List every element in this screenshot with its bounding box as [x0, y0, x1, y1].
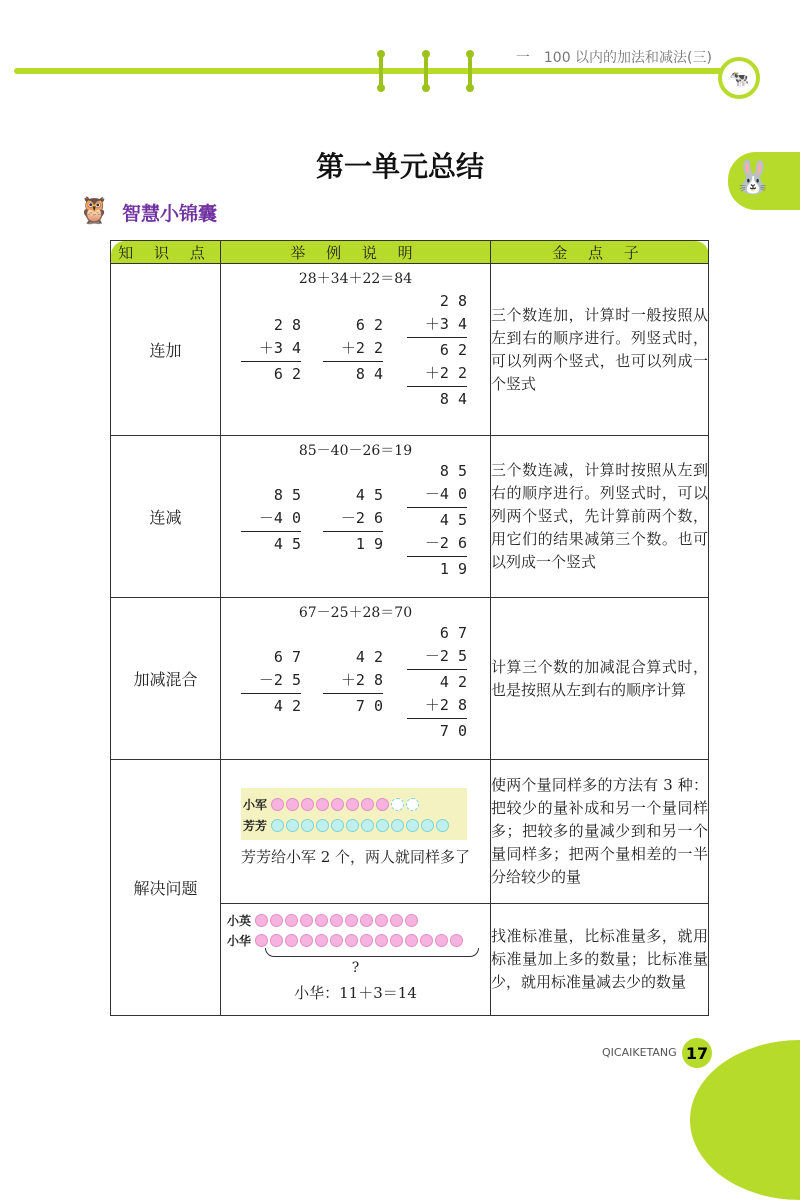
vertical-calc-b: 4 5 －2 6 1 9: [323, 484, 383, 556]
bead-row-2: 芳芳: [243, 817, 451, 834]
brace: [265, 948, 479, 957]
bead: [345, 914, 358, 927]
bead: [330, 934, 343, 947]
bead: [435, 934, 448, 947]
bead: [390, 934, 403, 947]
bead: [376, 798, 389, 811]
bead: [270, 914, 283, 927]
bead: [255, 934, 268, 947]
vertical-calc-c: 6 7 －2 5 4 2 ＋2 8 7 0: [407, 622, 467, 743]
bead: [391, 819, 404, 832]
section-title: 智慧小锦囊: [122, 203, 218, 225]
bead: [301, 819, 314, 832]
example-cell: [221, 904, 491, 1016]
question-mark: ?: [351, 960, 360, 976]
bead: [361, 819, 374, 832]
vertical-calc-b: 4 2 ＋2 8 7 0: [323, 646, 383, 718]
table-row: [111, 436, 709, 598]
bead: [301, 798, 314, 811]
bead: [270, 934, 283, 947]
bead: [300, 914, 313, 927]
bead: [300, 934, 313, 947]
bead: [286, 798, 299, 811]
equation: 28＋34＋22＝84: [298, 271, 413, 287]
example-cell: [221, 436, 491, 598]
bead: [316, 798, 329, 811]
tip-text: 找准标准量，比标准量多，就用标准量加上多的数量；比标准量少，就用标准量减去少的数量: [491, 904, 709, 1016]
binder-ring: [377, 50, 385, 92]
tip-text: 计算三个数的加减混合算式时，也是按照从左到右的顺序计算: [491, 598, 709, 760]
cow-icon: 🐄: [718, 57, 760, 99]
bead: [285, 914, 298, 927]
bead: [405, 914, 418, 927]
binder-ring: [466, 50, 474, 92]
bead: [450, 934, 463, 947]
bead: [271, 798, 284, 811]
bead: [315, 934, 328, 947]
header-knowledge: 知 识 点: [111, 241, 221, 264]
bead-row-1: 小军: [243, 796, 421, 813]
knowledge-point: 连加: [111, 264, 221, 436]
bead: [361, 798, 374, 811]
bead: [375, 934, 388, 947]
knowledge-point: 解决问题: [111, 760, 221, 1016]
knowledge-point: 加减混合: [111, 598, 221, 760]
page-title: 第一单元总结: [315, 150, 484, 183]
bead: [285, 934, 298, 947]
knowledge-point: 连减: [111, 436, 221, 598]
bead: [436, 819, 449, 832]
bead: [255, 914, 268, 927]
footer-brand: QICAIKETANG: [602, 1046, 677, 1059]
vertical-calc-c: 8 5 －4 0 4 5 －2 6 1 9: [407, 460, 467, 581]
bead: [376, 819, 389, 832]
bead: [375, 914, 388, 927]
bead-row-1: 小英: [227, 912, 420, 929]
table-row: [111, 760, 709, 904]
bead: [346, 819, 359, 832]
bead: [390, 914, 403, 927]
bunny-icon: 🐰: [733, 158, 773, 196]
chapter-header: 一 100 以内的加法和减法(三): [515, 50, 712, 66]
bead: [330, 914, 343, 927]
vertical-calc-a: 8 5 －4 0 4 5: [241, 484, 301, 556]
example-cell: [221, 264, 491, 436]
summary-table: [110, 240, 709, 1016]
bead: [345, 934, 358, 947]
bead: [331, 819, 344, 832]
bead: [315, 914, 328, 927]
vertical-calc-a: 2 8 ＋3 4 6 2: [241, 314, 301, 386]
empty-bead: [391, 798, 404, 811]
vertical-calc-a: 6 7 －2 5 4 2: [241, 646, 301, 718]
bead: [331, 798, 344, 811]
bead: [360, 914, 373, 927]
tip-text: 三个数连减，计算时按照从左到右的顺序进行。列竖式时，可以列两个竖式，先计算前两个数，用它们的结果减第三个数。也可以列成一个竖式: [491, 436, 709, 598]
vertical-calc-c: 2 8 ＋3 4 6 2 ＋2 2 8 4: [407, 290, 467, 411]
example-cell: [221, 598, 491, 760]
vertical-calc-b: 6 2 ＋2 2 8 4: [323, 314, 383, 386]
bead-row-2: 小华: [227, 932, 465, 949]
equation: 85－40－26＝19: [298, 443, 413, 459]
example-cell: [221, 760, 491, 904]
caption: 芳芳给小军 2 个，两人就同样多了: [240, 848, 471, 866]
answer: 小华：11＋3＝14: [294, 984, 417, 1002]
binder-ring: [422, 50, 430, 92]
empty-bead: [406, 798, 419, 811]
header-tips: 金 点 子: [491, 241, 709, 264]
owl-icon: 🦉: [78, 196, 111, 226]
bead: [421, 819, 434, 832]
bead: [286, 819, 299, 832]
bead: [271, 819, 284, 832]
bead: [316, 819, 329, 832]
bead: [420, 934, 433, 947]
page-number: 17: [682, 1038, 712, 1068]
header-example: 举 例 说 明: [221, 241, 491, 264]
table-row: [111, 598, 709, 760]
equation: 67－25＋28＝70: [298, 605, 413, 621]
bead: [406, 819, 419, 832]
bead: [405, 934, 418, 947]
bead: [360, 934, 373, 947]
bead: [346, 798, 359, 811]
table-row: [111, 264, 709, 436]
tip-text: 使两个量同样多的方法有 3 种：把较少的量补成和另一个量同样多；把较多的量减少到和另一个量同样多；把两个量相差的一半分给较少的量: [491, 760, 709, 904]
tip-text: 三个数连加，计算时一般按照从左到右的顺序进行。列竖式时，可以列两个竖式，也可以列成一个竖式: [491, 264, 709, 436]
